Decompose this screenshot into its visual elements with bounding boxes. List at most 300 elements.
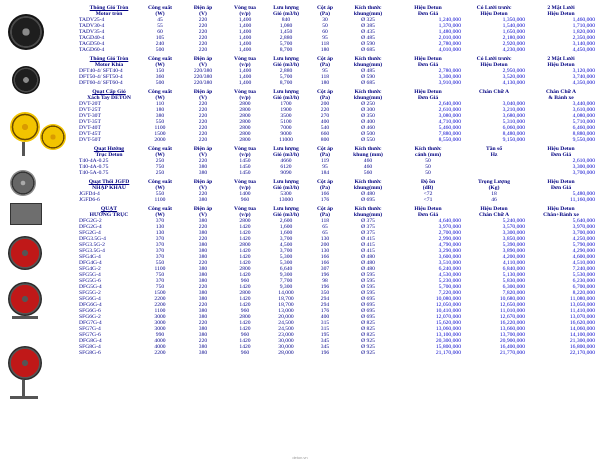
price-cell: 4,450,000: [572, 47, 595, 53]
model-cell: DFT50-4/ SFT50-4: [79, 74, 123, 80]
price-cell: 16,400,000: [499, 344, 525, 350]
price-cell: 3,890,000: [502, 248, 525, 254]
column-header: Hiệu Deton: [480, 206, 508, 212]
spec-cell: 45: [157, 17, 163, 23]
column-unit: Chân+Bánh xe: [543, 212, 579, 218]
spec-cell: 46: [491, 197, 497, 203]
price-table: [78, 5, 596, 356]
column-unit: Hiệu Deton: [480, 11, 508, 17]
spec-cell: 5300: [280, 191, 292, 197]
model-cell: TADV30-4: [79, 23, 105, 29]
spec-cell: Ø 400: [361, 119, 375, 125]
model-cell: DVT-50T: [79, 137, 101, 143]
spec-cell: Ø 325: [361, 17, 375, 23]
spec-cell: 660: [320, 131, 330, 137]
column-header: Điện áp: [193, 179, 213, 185]
spec-cell: 30: [322, 17, 328, 23]
column-header: Vòng tua: [234, 56, 256, 62]
spec-cell: 370: [155, 218, 165, 224]
price-cell: 2,780,000: [438, 41, 461, 47]
price-cell: 14,100,000: [569, 332, 595, 338]
column-unit: (Pa): [320, 212, 330, 218]
spec-cell: 166: [320, 254, 330, 260]
spec-cell: 4660: [280, 158, 292, 164]
spec-cell: 2800: [239, 125, 251, 131]
price-cell: 13,070,000: [569, 314, 595, 320]
spec-cell: 196: [320, 272, 330, 278]
spec-cell: 540: [320, 125, 330, 131]
column-unit: (W): [155, 95, 165, 101]
spec-cell: 220: [198, 137, 208, 143]
spec-cell: 380: [198, 266, 208, 272]
spec-cell: 2200: [154, 296, 166, 302]
model-cell: SFG7G-6: [79, 332, 101, 338]
group-subtitle: Trục Deton: [95, 152, 123, 158]
spec-cell: 18,700: [278, 302, 294, 308]
column-unit: Chân Chữ A: [478, 212, 510, 218]
column-unit: (Pa): [320, 62, 330, 68]
price-cell: 1,820,000: [572, 29, 595, 35]
spec-cell: 9090: [280, 170, 292, 176]
column-unit: Đơn Giá: [417, 212, 439, 218]
group-title: Quạt Cấp Gió: [92, 89, 126, 95]
spec-cell: 176: [320, 308, 330, 314]
spec-cell: 2800: [239, 290, 251, 296]
price-cell: 4,640,000: [438, 218, 461, 224]
spec-cell: 220: [198, 119, 208, 125]
price-cell: 20,300,000: [435, 338, 461, 344]
column-unit: (W): [155, 212, 165, 218]
spec-cell: 380: [198, 218, 208, 224]
spec-cell: 50: [425, 164, 431, 170]
spec-cell: 380: [198, 248, 208, 254]
spec-cell: 166: [320, 191, 330, 197]
model-cell: T40-4A-0.25: [79, 158, 109, 164]
axial-fan-image: [8, 282, 42, 316]
price-cell: 3,600,000: [438, 254, 461, 260]
column-header: Công suất: [147, 146, 173, 152]
spec-cell: Ø 480: [361, 260, 375, 266]
group-subtitle: Motor tròn: [95, 11, 123, 17]
column-header: Cột áp: [316, 206, 333, 212]
spec-cell: 5,300: [279, 254, 293, 260]
price-cell: 21,170,000: [435, 350, 461, 356]
spec-cell: 960: [240, 332, 250, 338]
column-header: Kích thước: [354, 89, 382, 95]
model-cell: SFG5G-2: [79, 290, 101, 296]
spec-cell: 1420: [239, 326, 251, 332]
model-cell: DVT-30T: [79, 113, 101, 119]
spec-cell: 3,700: [279, 248, 293, 254]
price-cell: 5,710,000: [572, 119, 595, 125]
price-cell: 3,080,000: [438, 113, 461, 119]
price-cell: 2,990,000: [438, 236, 461, 242]
spec-cell: 3,700: [279, 236, 293, 242]
spec-cell: Ø 385: [361, 23, 375, 29]
price-cell: 2,700,000: [438, 230, 461, 236]
column-unit: (Pa): [320, 11, 330, 17]
price-cell: 12,070,000: [435, 314, 461, 320]
column-header: Kích thước: [354, 146, 382, 152]
spec-cell: 3500: [280, 113, 292, 119]
column-unit: (V): [199, 11, 207, 17]
column-unit: (v/p): [239, 212, 251, 218]
spec-cell: 250: [155, 158, 165, 164]
spec-cell: 345: [320, 338, 330, 344]
price-cell: 8,550,000: [438, 137, 461, 143]
spec-cell: <71: [423, 197, 433, 203]
spec-cell: 1420: [239, 230, 251, 236]
spec-cell: 196: [320, 284, 330, 290]
spec-cell: 118: [320, 41, 330, 47]
spec-cell: 20,000: [278, 314, 294, 320]
model-cell: SFG6G-2: [79, 314, 101, 320]
fan-stand-image: [22, 380, 25, 396]
spec-cell: 2200: [154, 350, 166, 356]
spec-cell: 2800: [239, 218, 251, 224]
spec-cell: 1,400: [238, 41, 252, 47]
spec-cell: 220: [198, 113, 208, 119]
spec-cell: 380: [198, 350, 208, 356]
column-unit: (V): [199, 95, 207, 101]
group-subtitle: HƯỚNG TRỤC: [89, 212, 129, 218]
spec-cell: Ø 300: [361, 107, 375, 113]
spec-cell: 220: [198, 131, 208, 137]
price-cell: 5,130,000: [502, 272, 525, 278]
spec-cell: 960: [240, 278, 250, 284]
column-header: Độ ồn: [420, 179, 436, 185]
spec-cell: Ø 485: [361, 35, 375, 41]
round-fan-image: [8, 14, 44, 50]
spec-cell: 380: [198, 164, 208, 170]
spec-cell: Ø 685: [361, 47, 375, 53]
column-header: Công suất: [147, 179, 173, 185]
spec-cell: 18: [491, 191, 497, 197]
spec-cell: 1100: [154, 308, 166, 314]
price-cell: 2,010,000: [438, 35, 461, 41]
price-cell: 22,170,000: [569, 350, 595, 356]
column-header: Điện áp: [193, 206, 213, 212]
column-unit: (V): [199, 212, 207, 218]
column-header: Hiệu Deton: [547, 146, 575, 152]
price-cell: 1,480,000: [438, 29, 461, 35]
spec-cell: 220/380: [193, 80, 213, 86]
spec-cell: 2200: [154, 302, 166, 308]
spec-cell: 1450: [239, 158, 251, 164]
group-title: QUẠT: [100, 206, 118, 212]
spec-cell: 50: [425, 170, 431, 176]
spec-cell: Ø 695: [361, 296, 375, 302]
column-header: Hiệu Deton: [547, 206, 575, 212]
spec-cell: 550: [155, 191, 165, 197]
spec-cell: 370: [155, 236, 165, 242]
spec-cell: 1,400: [238, 17, 252, 23]
spec-cell: 130: [155, 230, 165, 236]
spec-cell: 270: [320, 113, 330, 119]
price-cell: 3,040,000: [502, 101, 525, 107]
spec-cell: 200: [320, 101, 330, 107]
spec-cell: 220: [198, 158, 208, 164]
spec-cell: Ø 375: [361, 230, 375, 236]
spec-cell: 5100: [280, 119, 292, 125]
model-cell: SFG2G-4: [79, 230, 101, 236]
spec-cell: 28,000: [278, 350, 294, 356]
price-cell: 4,230,000: [502, 47, 525, 53]
spec-cell: 1100: [154, 266, 166, 272]
price-cell: 3,850,000: [502, 236, 525, 242]
spec-cell: 118: [320, 74, 330, 80]
model-cell: DVT-35T: [79, 119, 101, 125]
spec-cell: 1420: [239, 236, 251, 242]
price-cell: 6,700,000: [572, 284, 595, 290]
price-cell: 4,110,000: [502, 260, 525, 266]
price-cell: 1,350,000: [502, 17, 525, 23]
price-cell: 4,250,000: [572, 236, 595, 242]
column-unit: (Pa): [320, 95, 330, 101]
column-unit: khung(mm): [353, 62, 383, 68]
spec-cell: 1,400: [238, 47, 252, 53]
spec-cell: Ø 375: [361, 218, 375, 224]
group-subtitle: NHẬP KHẨU: [92, 185, 126, 191]
column-header: Kích thước: [354, 179, 382, 185]
price-cell: 4,600,000: [572, 254, 595, 260]
price-cell: 21,770,000: [499, 350, 525, 356]
spec-cell: 18,700: [278, 296, 294, 302]
spec-cell: 1900: [280, 107, 292, 113]
column-header: Lưu lượng: [273, 89, 299, 95]
price-table-body: [78, 5, 596, 356]
spec-cell: 4000: [154, 344, 166, 350]
column-header: Cột áp: [316, 89, 333, 95]
spec-cell: 220: [198, 101, 208, 107]
price-cell: 4,200,000: [502, 254, 525, 260]
spec-cell: Ø 435: [361, 29, 375, 35]
price-cell: 12,650,000: [499, 302, 525, 308]
spec-cell: 2800: [239, 113, 251, 119]
price-cell: 3,570,000: [502, 224, 525, 230]
model-cell: SFG5G-4: [79, 272, 101, 278]
spec-cell: 180: [320, 80, 330, 86]
price-cell: 3,300,000: [572, 164, 595, 170]
column-unit: (V): [199, 62, 207, 68]
spec-cell: 220: [198, 47, 208, 53]
spec-cell: 65: [322, 224, 328, 230]
spec-cell: Ø 925: [361, 350, 375, 356]
price-cell: 4,290,000: [572, 248, 595, 254]
spec-cell: 460: [363, 158, 373, 164]
spec-cell: 1420: [239, 260, 251, 266]
model-cell: DFG4G-4: [79, 260, 102, 266]
price-cell: 3,740,000: [572, 74, 595, 80]
price-cell: 6,460,000: [572, 125, 595, 131]
model-cell: DFG5G-4: [79, 284, 102, 290]
price-cell: 1,240,000: [438, 17, 461, 23]
spec-cell: Ø 695: [361, 197, 375, 203]
price-cell: 6,840,000: [502, 266, 525, 272]
spec-cell: 1450: [239, 170, 251, 176]
column-header: Lưu lượng: [273, 56, 299, 62]
price-cell: 3,440,000: [572, 101, 595, 107]
spec-cell: 1,400: [238, 29, 252, 35]
price-cell: 3,610,000: [572, 107, 595, 113]
group-subtitle: Xách Tay DETON: [87, 95, 131, 101]
spec-cell: 176: [320, 197, 330, 203]
price-cell: 1,650,000: [502, 29, 525, 35]
spec-cell: 24,500: [278, 326, 294, 332]
column-unit: Đơn Giá: [417, 95, 439, 101]
column-unit: cánh (mm): [415, 152, 441, 158]
price-cell: 4,010,000: [438, 47, 461, 53]
model-cell: SFG3.5G-2: [79, 242, 105, 248]
spec-cell: 550: [155, 119, 165, 125]
price-cell: 2,180,000: [502, 35, 525, 41]
column-unit: khung(mm): [353, 95, 383, 101]
model-cell: TAGD50-4: [79, 41, 105, 47]
column-unit: (W): [155, 185, 165, 191]
spec-cell: Ø 480: [361, 254, 375, 260]
column-header: 2 Mặt Lưới: [547, 56, 575, 62]
table-row: [78, 350, 596, 356]
column-unit: (v/p): [239, 11, 251, 17]
column-unit: Hiệu Deton: [547, 62, 575, 68]
spec-cell: 9,300: [279, 284, 293, 290]
column-header: Lưu lượng: [273, 146, 299, 152]
spec-cell: Ø 595: [361, 272, 375, 278]
spec-cell: 4,500: [279, 242, 293, 248]
spec-cell: 1450: [239, 164, 251, 170]
column-header: Lưu lượng: [273, 179, 299, 185]
spec-cell: 220: [198, 23, 208, 29]
column-header: Tần số: [485, 146, 502, 152]
spec-cell: 2800: [239, 101, 251, 107]
spec-cell: 5,700: [279, 41, 293, 47]
spec-cell: 23,000: [278, 332, 294, 338]
spec-cell: 840: [281, 17, 291, 23]
product-images-column: [0, 0, 78, 464]
price-cell: 20,900,000: [499, 338, 525, 344]
spec-cell: 380: [198, 344, 208, 350]
spec-cell: 8,700: [279, 80, 293, 86]
spec-cell: 220: [198, 191, 208, 197]
fan-stand-image: [12, 316, 38, 319]
spec-cell: Ø 695: [361, 314, 375, 320]
price-cell: 8,480,000: [502, 131, 525, 137]
spec-cell: 1100: [154, 197, 166, 203]
price-cell: 3,120,000: [572, 68, 595, 74]
spec-cell: 315: [320, 326, 330, 332]
column-unit: (W): [155, 152, 165, 158]
spec-cell: 240: [155, 41, 165, 47]
spec-cell: 5,700: [279, 74, 293, 80]
spec-cell: 360: [155, 74, 165, 80]
model-cell: SFG5G-6: [79, 278, 101, 284]
spec-cell: 350: [320, 290, 330, 296]
column-header: Hiệu Detun: [414, 56, 442, 62]
price-cell: 6,230,000: [572, 278, 595, 284]
model-cell: DFG6G-4: [79, 302, 102, 308]
spec-cell: 50: [322, 23, 328, 29]
column-header: Vòng tua: [234, 206, 256, 212]
spec-cell: 130: [320, 236, 330, 242]
spec-cell: 370: [155, 248, 165, 254]
spec-cell: 150: [155, 68, 165, 74]
column-header: Lưu lượng: [273, 5, 299, 11]
model-cell: DFT40-4/ SFT40-4: [79, 68, 123, 74]
spec-cell: 5,300: [279, 260, 293, 266]
spec-cell: 2800: [239, 107, 251, 113]
spec-cell: 2800: [239, 119, 251, 125]
price-cell: 13,060,000: [435, 326, 461, 332]
model-cell: T40-5A-0.75: [79, 170, 109, 176]
price-cell: 3,700,000: [572, 170, 595, 176]
spec-cell: 380: [198, 326, 208, 332]
column-unit: Gió (m3/h): [273, 185, 299, 191]
spec-cell: Ø 825: [361, 332, 375, 338]
column-header: Hiệu Deton: [414, 206, 442, 212]
spec-cell: 294: [320, 302, 330, 308]
price-cell: 15,800,000: [435, 344, 461, 350]
column-header: Vòng tua: [234, 146, 256, 152]
column-unit: Gió (m3/h): [273, 11, 299, 17]
spec-cell: 1700: [280, 101, 292, 107]
spec-cell: 2,880: [279, 35, 293, 41]
spec-cell: Ø 415: [361, 248, 375, 254]
group-title: Thông Gió Tròn: [89, 56, 129, 62]
price-cell: 3,300,000: [502, 230, 525, 236]
spec-cell: 220: [320, 107, 330, 113]
price-cell: 3,680,000: [502, 113, 525, 119]
spec-cell: 130: [320, 248, 330, 254]
spec-cell: 1,080: [279, 23, 293, 29]
spec-cell: 4000: [154, 338, 166, 344]
spec-cell: 220: [198, 236, 208, 242]
price-cell: 5,700,000: [438, 284, 461, 290]
spec-cell: 380: [198, 278, 208, 284]
column-unit: Đơn Giá: [550, 152, 572, 158]
price-cell: 5,790,000: [572, 242, 595, 248]
price-cell: 7,820,000: [502, 290, 525, 296]
spec-cell: 2800: [239, 131, 251, 137]
spec-cell: 1500: [154, 290, 166, 296]
spec-cell: 380: [198, 170, 208, 176]
column-header: Điện áp: [193, 5, 213, 11]
price-cell: 3,300,000: [438, 74, 461, 80]
spec-cell: 1420: [239, 320, 251, 326]
spec-cell: 119: [320, 158, 330, 164]
column-header: Công suất: [147, 5, 173, 11]
price-cell: 3,910,000: [438, 80, 461, 86]
column-unit: (v/p): [239, 62, 251, 68]
price-cell: 5,830,000: [502, 278, 525, 284]
group-subtitle: Motor Khía: [94, 62, 124, 68]
spec-cell: Ø 695: [361, 308, 375, 314]
price-cell: 15,620,000: [435, 320, 461, 326]
spec-cell: Ø 500: [361, 131, 375, 137]
price-cell: 1,460,000: [572, 17, 595, 23]
model-cell: TADV25-4: [79, 17, 105, 23]
price-cell: 1,710,000: [572, 23, 595, 29]
blower-fan-image: [10, 203, 42, 225]
price-cell: 11,410,000: [570, 308, 595, 314]
spec-cell: 380: [198, 290, 208, 296]
price-cell: 3,970,000: [438, 224, 461, 230]
spec-cell: 118: [320, 218, 330, 224]
price-cell: 4,080,000: [572, 113, 595, 119]
spec-cell: 3000: [154, 326, 166, 332]
column-header: Chân Chữ A: [545, 89, 577, 95]
spec-cell: 220: [198, 260, 208, 266]
spec-cell: 195: [320, 332, 330, 338]
